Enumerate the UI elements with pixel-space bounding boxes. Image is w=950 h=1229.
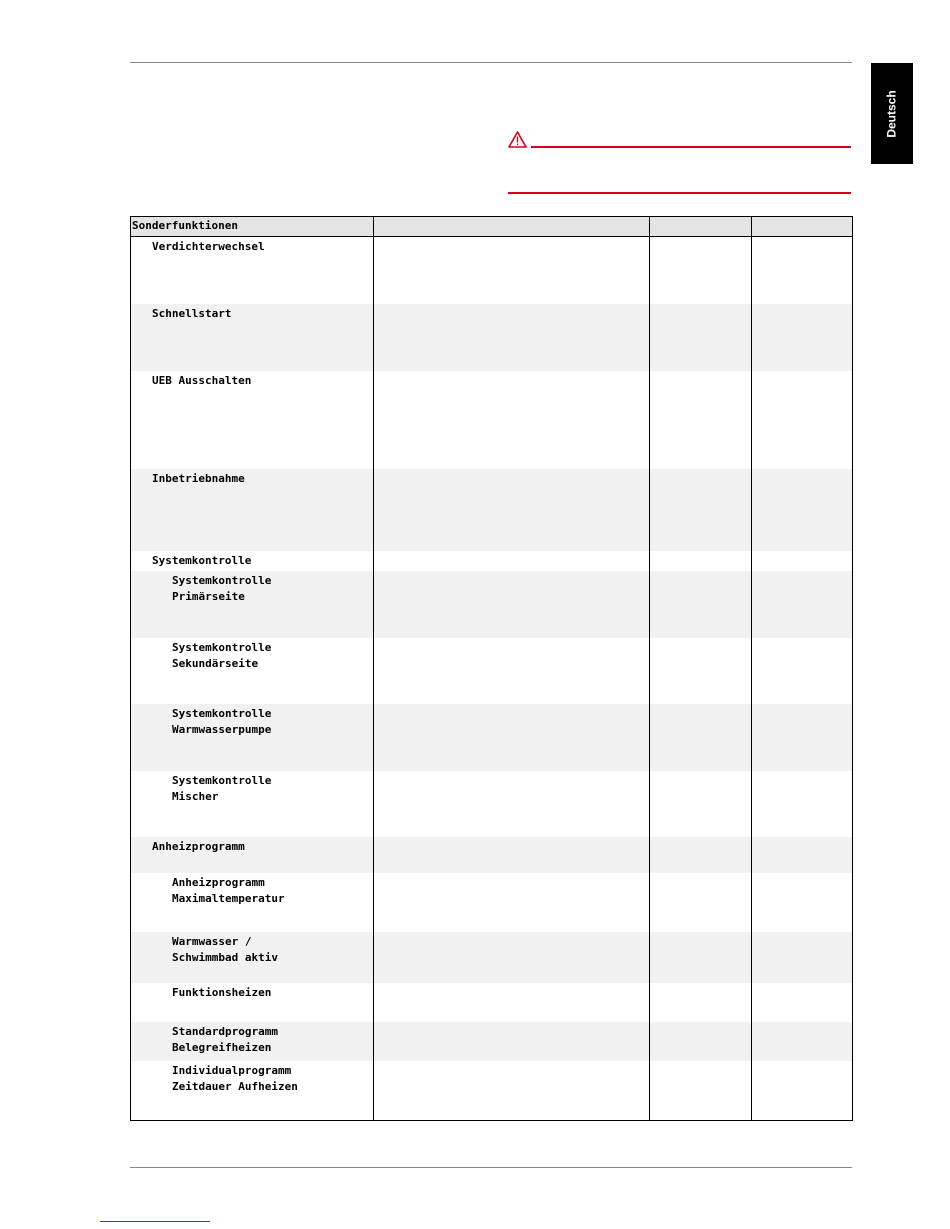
row-label-line: Warmwasser / xyxy=(172,935,252,948)
table-row xyxy=(131,932,852,983)
language-tab-label: Deutsch xyxy=(885,89,899,138)
row-label-line: Systemkontrolle xyxy=(172,774,272,787)
row-label-line: Primärseite xyxy=(172,590,245,603)
row-label-line: Maximaltemperatur xyxy=(172,892,285,905)
row-label xyxy=(172,640,271,672)
row-label xyxy=(172,875,285,907)
table-row xyxy=(131,571,852,638)
table-row xyxy=(131,371,852,469)
language-tab[interactable] xyxy=(871,63,913,164)
table-row xyxy=(131,873,852,932)
row-label xyxy=(152,471,245,487)
footer-link-underline xyxy=(100,1221,210,1222)
warning-triangle-icon xyxy=(508,131,527,148)
row-label-line: Zeitdauer Aufheizen xyxy=(172,1080,298,1093)
row-label xyxy=(152,553,251,569)
warning-rule-top xyxy=(531,146,851,148)
row-label xyxy=(172,1024,278,1056)
warning-rule-bottom xyxy=(508,192,851,194)
row-label xyxy=(172,706,271,738)
table-row xyxy=(131,551,852,571)
row-label xyxy=(172,573,271,605)
row-label-line: Systemkontrolle xyxy=(172,641,272,654)
row-label xyxy=(172,1063,298,1095)
row-label xyxy=(172,773,271,805)
bottom-rule xyxy=(130,1167,852,1168)
column-divider-1 xyxy=(373,217,374,1120)
table-row xyxy=(131,837,852,873)
table-header xyxy=(131,217,852,237)
table-row xyxy=(131,638,852,704)
row-label-line: Systemkontrolle xyxy=(172,574,272,587)
row-label-line: Anheizprogramm xyxy=(152,840,245,853)
row-label-line: Systemkontrolle xyxy=(152,554,252,567)
row-label xyxy=(152,306,231,322)
row-label-line: Mischer xyxy=(172,790,219,803)
row-label-line: Systemkontrolle xyxy=(172,707,272,720)
row-label-line: Inbetriebnahme xyxy=(152,472,245,485)
row-label-line: Anheizprogramm xyxy=(172,876,265,889)
table-row xyxy=(131,469,852,551)
table-header-title: Sonderfunktionen xyxy=(132,219,238,232)
row-label-line: Schwimmbad aktiv xyxy=(172,951,278,964)
row-label-line: Schnellstart xyxy=(152,307,232,320)
table-row xyxy=(131,1022,852,1061)
row-label xyxy=(152,839,245,855)
special-functions-table xyxy=(130,216,853,1121)
row-label xyxy=(172,934,278,966)
row-label-line: Funktionsheizen xyxy=(172,986,272,999)
row-label-line: Warmwasserpumpe xyxy=(172,723,272,736)
row-label-line: Belegreifheizen xyxy=(172,1041,272,1054)
row-label-line: Individualprogramm xyxy=(172,1064,292,1077)
row-label xyxy=(152,239,265,255)
table-row xyxy=(131,304,852,371)
row-label xyxy=(152,373,251,389)
row-label-line: Verdichterwechsel xyxy=(152,240,265,253)
row-label-line: UEB Ausschalten xyxy=(152,374,252,387)
table-row xyxy=(131,704,852,771)
table-row xyxy=(131,771,852,837)
column-divider-2 xyxy=(649,217,650,1120)
table-row xyxy=(131,983,852,1022)
column-divider-3 xyxy=(751,217,752,1120)
table-row xyxy=(131,1061,852,1120)
row-label-line: Standardprogramm xyxy=(172,1025,278,1038)
row-label xyxy=(172,985,271,1001)
table-row xyxy=(131,237,852,304)
top-rule xyxy=(130,62,852,63)
row-label-line: Sekundärseite xyxy=(172,657,259,670)
